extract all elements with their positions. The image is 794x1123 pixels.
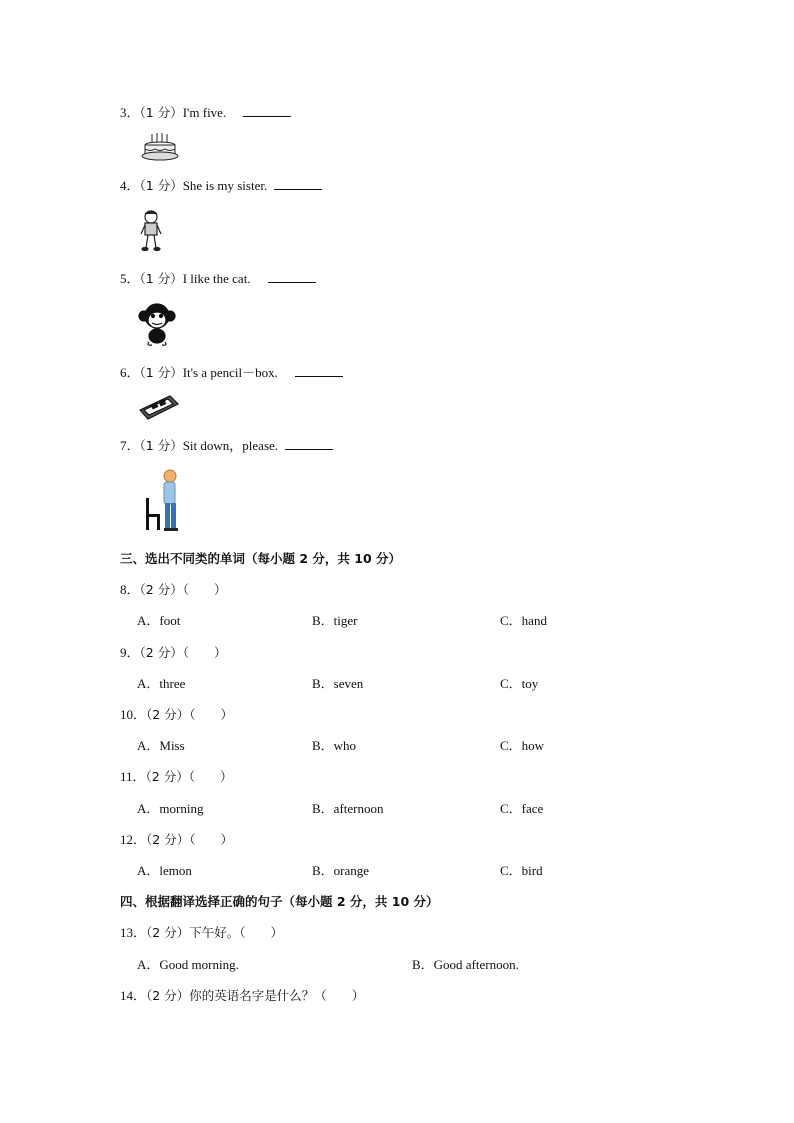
option-b[interactable]: B．Good afternoon. [412, 957, 519, 972]
birthday-cake-icon [140, 132, 180, 164]
question-6: 6．（1 分）It's a pencil－box. [120, 364, 343, 381]
section-4-title: 四、根据翻译选择正确的句子（每小题 2 分，共 10 分） [120, 894, 439, 909]
answer-blank[interactable] [243, 104, 291, 117]
question-3: 3．（1 分）I'm five. [120, 104, 291, 121]
option-a[interactable]: A．Good morning. [137, 957, 239, 972]
section-3-title: 三、选出不同类的单词（每小题 2 分，共 10 分） [120, 551, 402, 566]
answer-blank[interactable] [274, 177, 322, 190]
monkey-icon [138, 302, 176, 346]
question-7: 7．（1 分）Sit down，please. [120, 437, 333, 454]
option-c[interactable]: C．how [500, 738, 545, 753]
answer-blank[interactable] [285, 437, 333, 450]
option-c[interactable]: C．face [500, 801, 544, 816]
pencil-box-icon [138, 392, 180, 422]
answer-blank[interactable] [295, 364, 343, 377]
option-c[interactable]: C．bird [500, 863, 543, 878]
option-a[interactable]: A．foot [137, 613, 181, 628]
question-12: 12．（2 分）（ ） [120, 832, 233, 847]
question-8: 8．（2 分）（ ） [120, 582, 227, 597]
option-c[interactable]: C．hand [500, 613, 547, 628]
option-b[interactable]: B．orange [312, 863, 370, 878]
question-4: 4．（1 分）She is my sister. [120, 177, 322, 194]
option-b[interactable]: B．who [312, 738, 357, 753]
option-a[interactable]: A．morning [137, 801, 204, 816]
boy-icon [138, 208, 164, 252]
question-13: 13．（2 分）下午好。（ ） [120, 925, 283, 940]
option-b[interactable]: B．afternoon [312, 801, 384, 816]
option-a[interactable]: A．three [137, 676, 186, 691]
boy-with-chair-icon [142, 468, 182, 534]
option-b[interactable]: B．seven [312, 676, 364, 691]
option-b[interactable]: B．tiger [312, 613, 358, 628]
answer-blank[interactable] [268, 270, 316, 283]
question-5: 5．（1 分）I like the cat. [120, 270, 316, 287]
option-c[interactable]: C．toy [500, 676, 539, 691]
question-14: 14．（2 分）你的英语名字是什么？（ ） [120, 988, 365, 1003]
question-10: 10．（2 分）（ ） [120, 707, 233, 722]
question-9: 9．（2 分）（ ） [120, 645, 227, 660]
option-a[interactable]: A．lemon [137, 863, 192, 878]
question-11: 11．（2 分）（ ） [120, 769, 233, 784]
option-a[interactable]: A．Miss [137, 738, 185, 753]
